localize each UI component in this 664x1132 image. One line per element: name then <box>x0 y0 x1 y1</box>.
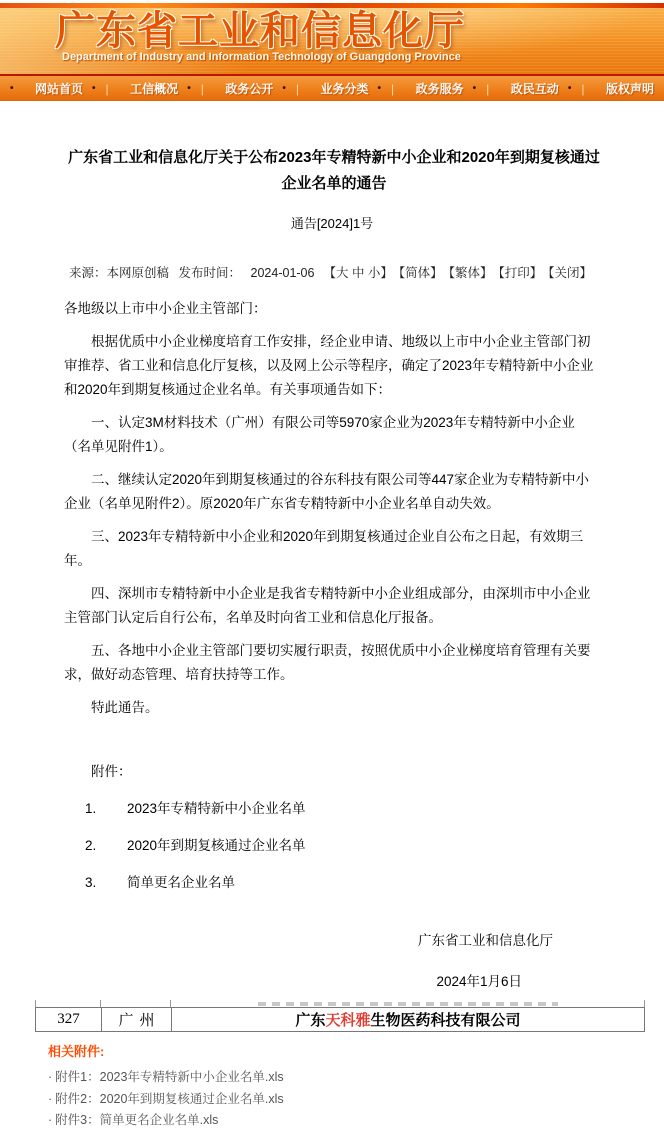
nav-bullet-icon: • <box>10 83 14 94</box>
attachment-label: 2020年到期复核通过企业名单 <box>127 838 306 853</box>
nav-item[interactable] <box>511 80 585 97</box>
table-clipped-row <box>35 1000 645 1007</box>
meta-control-button[interactable]: 【打印】 <box>498 266 543 280</box>
body-paragraph: 根据优质中小企业梯度培育工作安排，经企业申请、地级以上市中小企业主管部门初审推荐、省工业和信息化厅复核，以及网上公示等程序，确定了2023年专精特新中小企业和2020年到期复核通过企业名单。有关事项通告如下： <box>64 334 594 397</box>
nav-separator: | <box>200 81 204 96</box>
company-name-suffix: 生物医药科技有限公司 <box>370 1013 521 1029</box>
related-attachments-heading: 相关附件: <box>48 1044 105 1059</box>
site-logo-subtitle: Department of Industry and Information Technology of Guangdong Province <box>62 51 461 63</box>
signature: 广东省工业和信息化厅 <box>418 933 553 948</box>
signature-date: 2024年1月6日 <box>436 974 522 989</box>
nav-item[interactable] <box>225 80 299 97</box>
meta-control-button[interactable]: 【繁体】 <box>448 266 493 280</box>
body-paragraph: 五、各地中小企业主管部门要切实履行职责，按照优质中小企业梯度培育管理有关要求，做好动态管理、培育扶持等工作。 <box>64 643 591 682</box>
nav-item[interactable] <box>320 80 394 97</box>
table-row <box>35 1007 645 1032</box>
bullet-icon: · <box>48 1113 53 1127</box>
nav-bullet-icon: • <box>92 83 96 94</box>
doc-number: 通告[2024]1号 <box>290 216 374 231</box>
nav-item-label[interactable]: 工信概况 <box>130 82 179 96</box>
nav-item-label[interactable]: 网站首页 <box>35 82 84 96</box>
bullet-icon: · <box>48 1091 53 1106</box>
meta-source: 来源：本网原创稿 <box>69 266 170 280</box>
body-paragraph: 四、深圳市专精特新中小企业是我省专精特新中小企业组成部分，由深圳市中小企业主管部门认定后自行公布，名单及时向省工业和信息化厅报备。 <box>64 586 591 625</box>
attachment-heading: 附件： <box>91 764 132 779</box>
related-links <box>48 1067 664 1132</box>
nav-separator: | <box>391 81 395 96</box>
meta-control-button[interactable]: 【关闭】 <box>548 266 592 280</box>
nav-item-label[interactable]: 政民互动 <box>510 82 559 96</box>
article-meta <box>64 263 600 281</box>
attachment-label: 简单更名企业名单 <box>127 875 235 890</box>
body-paragraph: 三、2023年专精特新中小企业和2020年到期复核通过企业自公布之日起，有效期三年。 <box>64 529 584 568</box>
nav-item[interactable] <box>606 80 654 97</box>
clipped-text-marks <box>258 1002 558 1006</box>
nav-item[interactable] <box>130 80 204 97</box>
nav-bullet-icon: • <box>472 83 477 94</box>
nav-item-label[interactable]: 版权声明 <box>605 82 654 96</box>
paragraphs <box>64 330 600 720</box>
nav-separator: | <box>581 81 585 96</box>
meta-publish-label: 发布时间： <box>178 266 242 280</box>
body-paragraph: 一、认定3M材料技术（广州）有限公司等5970家企业为2023年专精特新中小企业（名单见附件1）。 <box>64 415 575 454</box>
site-logo-title: 广东省工业和信息化厅 <box>55 9 465 53</box>
highlighted-table <box>35 1000 645 1032</box>
nav-item-label[interactable]: 业务分类 <box>320 82 369 96</box>
related-attachment-link-label[interactable]: 附件1：2023年专精特新中小企业名单.xls <box>55 1070 284 1084</box>
attachment-item <box>64 834 600 858</box>
attachment-label: 2023年专精特新中小企业名单 <box>127 801 306 816</box>
nav-item[interactable] <box>35 80 109 97</box>
related-attachments <box>0 1041 664 1132</box>
attachment-number: 2. <box>85 838 97 853</box>
article-content <box>0 145 664 994</box>
related-attachment-link-label[interactable]: 附件3：简单更名企业名单.xls <box>55 1113 219 1127</box>
article-body <box>64 297 600 994</box>
attachment-list <box>64 797 600 895</box>
attachment-item <box>64 871 600 895</box>
meta-control-button[interactable]: 【大 中 小】 <box>323 266 393 280</box>
related-attachment-link[interactable] <box>48 1089 664 1111</box>
nav-separator: | <box>486 81 490 96</box>
related-attachment-link-label[interactable]: 附件2：2020年到期复核通过企业名单.xls <box>55 1091 284 1106</box>
nav-bullet-icon: • <box>567 83 572 94</box>
meta-control-button[interactable]: 【简体】 <box>398 266 443 280</box>
company-name-prefix: 广东 <box>295 1013 326 1029</box>
meta-controls <box>320 266 595 280</box>
nav-bullet-icon: • <box>282 83 286 94</box>
row-city-cell: 广州 <box>101 1008 171 1031</box>
attachment-number: 3. <box>85 875 97 890</box>
nav-bullet-icon: • <box>377 83 382 94</box>
nav-item[interactable] <box>416 80 490 97</box>
body-paragraph: 二、继续认定2020年到期复核通过的谷东科技有限公司等447家企业为专精特新中小企业（名单见附件2）。原2020年广东省专精特新中小企业名单自动失效。 <box>64 472 590 511</box>
bullet-icon: · <box>48 1070 53 1084</box>
nav-item-label[interactable]: 政务服务 <box>415 82 464 96</box>
site-banner <box>0 8 664 74</box>
nav-bullet-icon: • <box>187 83 191 94</box>
meta-date: 2024-01-06 <box>250 266 315 280</box>
nav-separator: | <box>295 81 299 96</box>
nav-separator: | <box>105 81 109 96</box>
body-paragraph: 特此通告。 <box>91 700 159 715</box>
attachment-number: 1. <box>85 801 97 816</box>
related-attachment-link[interactable] <box>48 1067 664 1089</box>
attachment-item <box>64 797 600 821</box>
nav-item-label[interactable]: 政务公开 <box>225 82 274 96</box>
row-index-cell: 327 <box>57 1011 80 1027</box>
salutation: 各地级以上市中小企业主管部门： <box>64 301 267 316</box>
related-attachment-link[interactable] <box>48 1110 664 1132</box>
company-name-highlight: 天科雅 <box>325 1013 371 1029</box>
article-title: 广东省工业和信息化厅关于公布2023年专精特新中小企业和2020年到期复核通过企业名单的通告 <box>68 149 600 192</box>
main-nav <box>0 76 664 101</box>
row-company-cell <box>171 1008 644 1031</box>
